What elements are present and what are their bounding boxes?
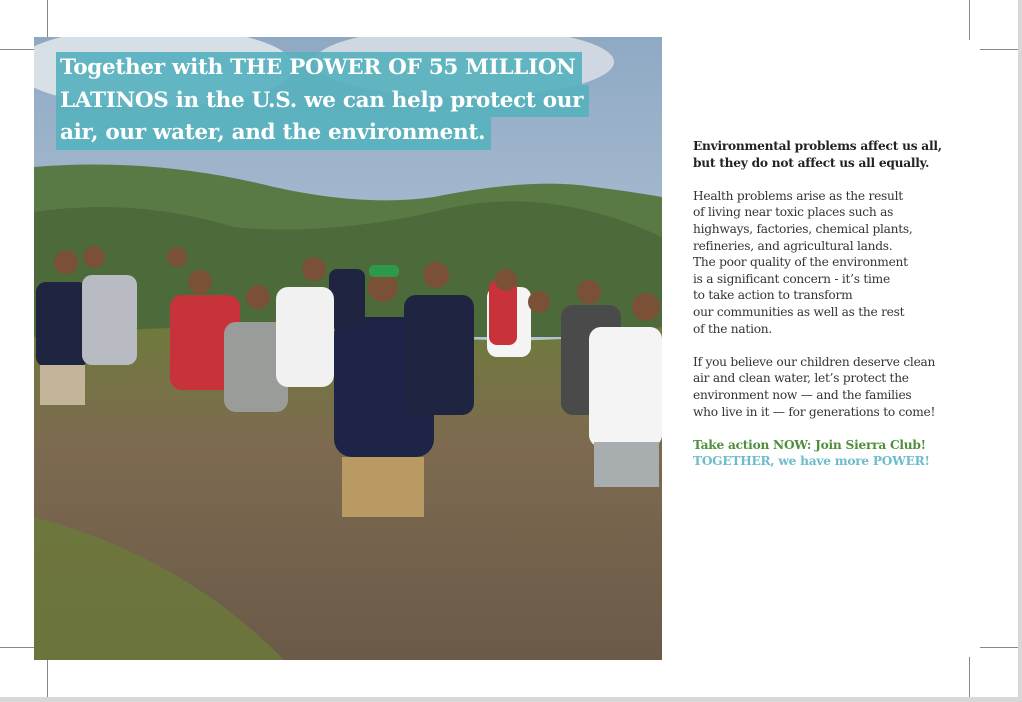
cta-join: Take action NOW: Join Sierra Club! [693,437,926,452]
paragraph-children: If you believe our children deserve clean air and clean water, let’s protect the environment now — and the families who live in it — for generations to come! [693,354,936,419]
headline-line: LATINOS in the U.S. we can help protect our [56,85,589,118]
page-edge-bottom [0,697,1022,702]
body-copy [693,138,963,470]
headline [56,52,589,150]
crop-mark [980,647,1018,648]
paragraph-health: Health problems arise as the result of living near toxic places such as highways, factories, chemical plants, refineries, and agricultural lands. The poor quality of the environment is a significant concern - it’s time to take action to transform our communities as well as the rest of the nation. [693,188,913,336]
headline-line: Together with THE POWER OF 55 MILLION [56,52,582,85]
headline-line: air, our water, and the environment. [56,117,491,150]
crop-mark [980,49,1018,50]
crop-mark [0,49,36,50]
crop-mark [969,657,970,697]
crop-mark [47,657,48,697]
crop-mark [47,0,48,40]
cta-together: TOGETHER, we have more POWER! [693,454,930,469]
crop-mark [0,647,36,648]
page-edge-right [1018,0,1022,702]
crop-mark [969,0,970,40]
lead-statement: Environmental problems affect us all, but they do not affect us all equally. [693,139,942,170]
